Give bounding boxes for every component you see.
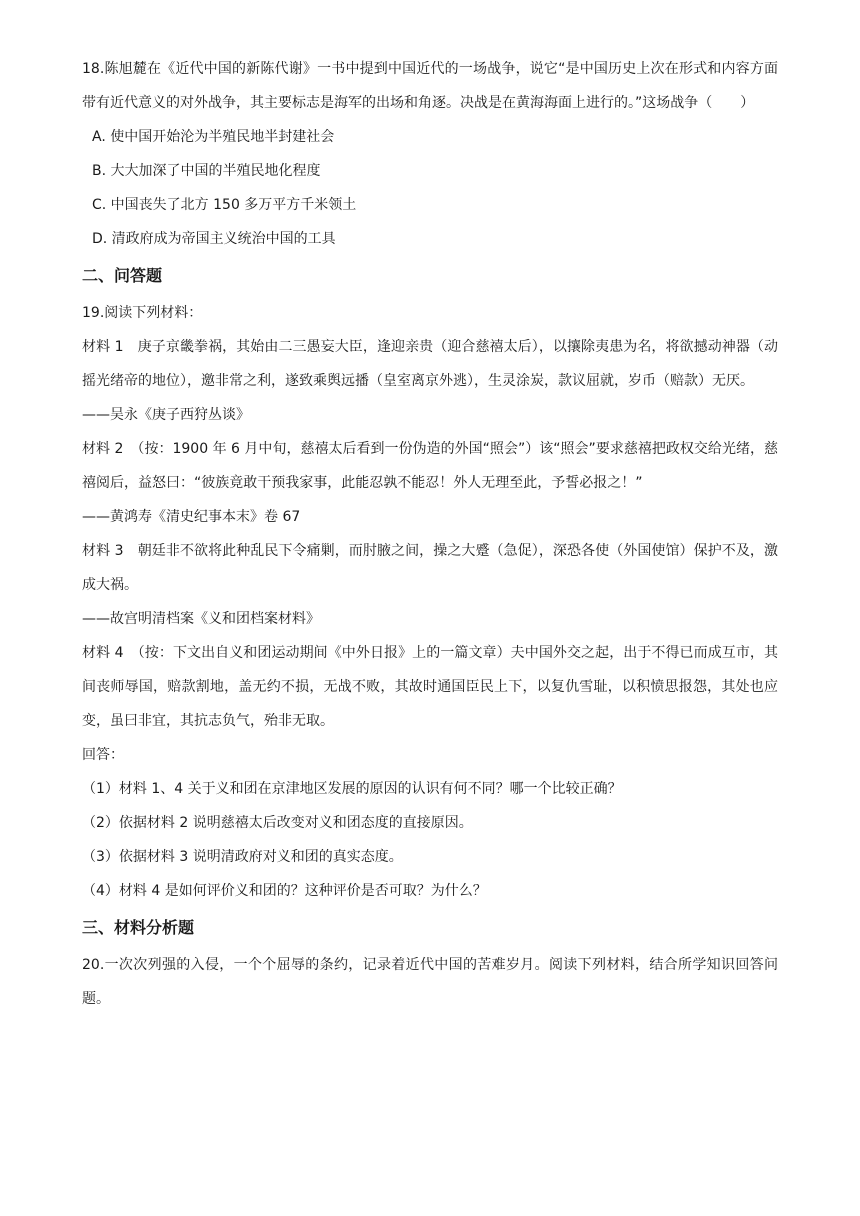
material-2-text: 材料 2 （按：1900 年 6 月中旬，慈禧太后看到一份伪造的外国“照会”）该“照会”要求慈禧把政权交给光绪，慈禧阅后，益怒曰：“彼族竟敢干预我家事，此能忍孰不能忍！外人无理至此，予誓必报之！”	[82, 441, 778, 491]
question-18-option-b: B. 大大加深了中国的半殖民地化程度	[92, 163, 321, 179]
question-18-stem: 18.陈旭麓在《近代中国的新陈代谢》一书中提到中国近代的一场战争，说它“是中国历史上次在形式和内容方面带有近代意义的对外战争，其主要标志是海军的出场和角逐。决战是在黄海海面上进行的。”这场战争（ ）	[82, 61, 778, 111]
question-18-option-a: A. 使中国开始沦为半殖民地半封建社会	[92, 129, 335, 145]
question-18-option-c: C. 中国丧失了北方 150 多万平方千米领土	[92, 197, 357, 213]
sub-question-3: （3）依据材料 3 说明清政府对义和团的真实态度。	[82, 849, 403, 865]
sub-question-2: （2）依据材料 2 说明慈禧太后改变对义和团态度的直接原因。	[82, 815, 473, 831]
material-3-text: 材料 3 朝廷非不欲将此种乱民下令痛剿，而肘腋之间，操之大蹙（急促），深恐各使（外国使馆）保护不及，激成大祸。	[82, 543, 778, 593]
material-1-text: 材料 1 庚子京畿拳祸，其始由二三愚妄大臣，逢迎亲贵（迎合慈禧太后），以攘除夷患为名，将欲撼动神器（动摇光绪帝的地位），邀非常之利，遂致乘舆远播（皇室离京外逃），生灵涂炭，款议屈就，岁币（赔款）无厌。	[82, 339, 778, 389]
material-3-source: ——故宫明清档案《义和团档案材料》	[82, 611, 320, 627]
answer-label: 回答：	[82, 747, 124, 763]
material-4-text: 材料 4 （按：下文出自义和团运动期间《中外日报》上的一篇文章）夫中国外交之起，出于不得已而成互市，其间丧师辱国，赔款割地，盖无约不损，无战不败，其故时通国臣民上下，以复仇雪耻，以积愤思报怨，其处也应变，虽曰非宜，其抗志负气，殆非无取。	[82, 645, 778, 729]
question-18-option-d: D. 清政府成为帝国主义统治中国的工具	[92, 231, 336, 247]
sub-question-1: （1）材料 1、4 关于义和团在京津地区发展的原因的认识有何不同？哪一个比较正确？	[82, 781, 622, 797]
sub-question-4: （4）材料 4 是如何评价义和团的？这种评价是否可取？为什么？	[82, 883, 487, 899]
material-1-source: ——吴永《庚子西狩丛谈》	[82, 407, 250, 423]
question-20-stem: 20.一次次列强的入侵，一个个屈辱的条约，记录着近代中国的苦难岁月。阅读下列材料，结合所学知识回答问题。	[82, 957, 778, 1007]
question-19-intro: 19.阅读下列材料：	[82, 305, 203, 321]
section-2-heading: 二、问答题	[82, 266, 163, 285]
material-2-source: ——黄鸿寿《清史纪事本末》卷 67	[82, 509, 301, 525]
section-3-heading: 三、材料分析题	[82, 918, 195, 937]
